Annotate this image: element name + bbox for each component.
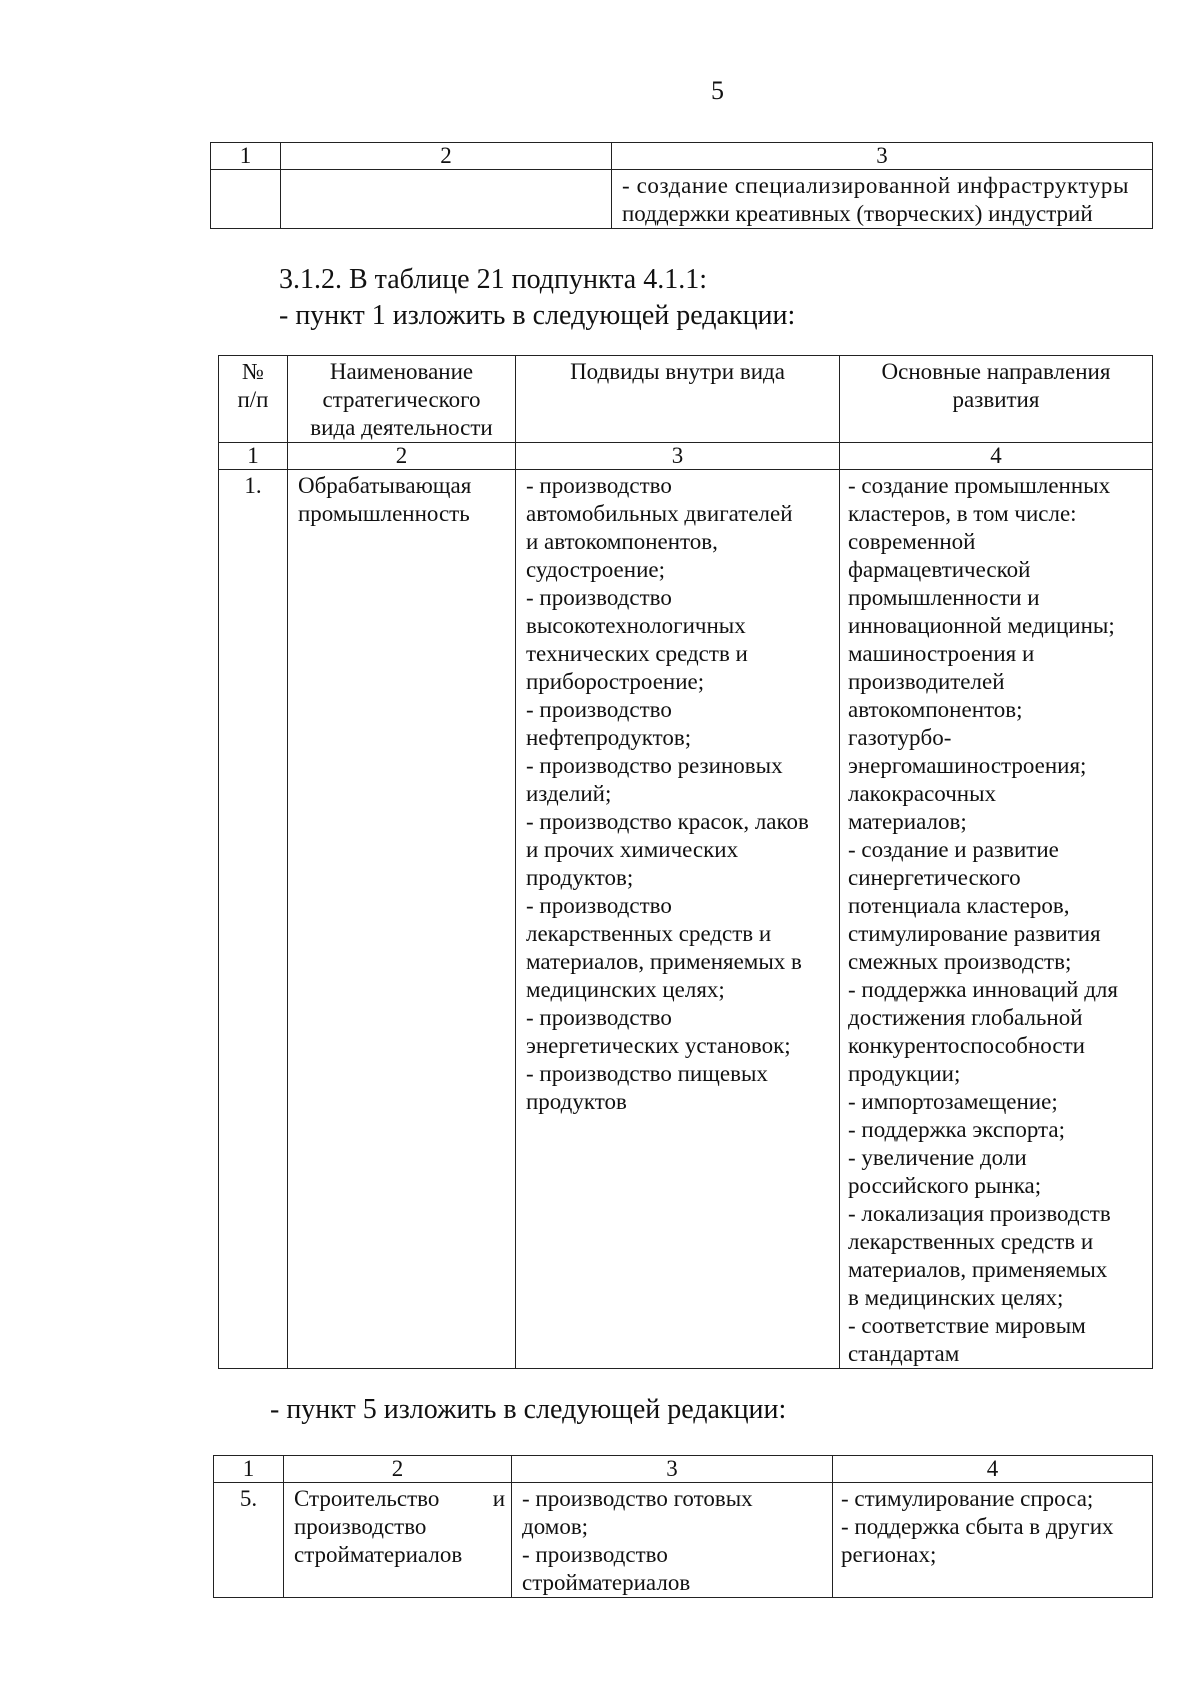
cell-line: продуктов	[526, 1089, 627, 1114]
cell-line: российского рынка;	[848, 1173, 1042, 1198]
cell-line: стройматериалов	[522, 1570, 691, 1595]
cell-line: - увеличение доли	[848, 1145, 1027, 1170]
cell-line: лакокрасочных	[848, 781, 997, 806]
cell-line: приборостроение;	[526, 669, 705, 694]
cell-line: и автокомпонентов,	[526, 529, 718, 554]
section-title: 3.1.2. В таблице 21 подпункта 4.1.1:	[279, 264, 708, 295]
cell-line: Обрабатывающая	[298, 473, 472, 498]
column-number: 1	[211, 143, 281, 170]
cell-line: изделий;	[526, 781, 612, 806]
cell-line: высокотехнологичных	[526, 613, 746, 638]
cell-line: кластеров, в том числе:	[848, 501, 1077, 526]
table-header-row	[219, 356, 1153, 443]
cell-line: - производство резиновых	[526, 753, 783, 778]
cell-activity-name	[288, 470, 516, 1369]
column-number: 3	[612, 143, 1153, 170]
cell-line: энергомашиностроения;	[848, 753, 1087, 778]
cell-line: материалов, применяемых	[848, 1257, 1108, 1282]
column-number-row	[219, 443, 1153, 470]
column-number: 2	[281, 143, 612, 170]
cell-line: - стимулирование спроса;	[841, 1486, 1094, 1511]
header-line: вида деятельности	[310, 415, 493, 440]
cell-line: материалов, применяемых в	[526, 949, 802, 974]
cell-line: - производство	[526, 697, 672, 722]
cell-line: энергетических установок;	[526, 1033, 791, 1058]
cell-line: - производство	[526, 893, 672, 918]
cell-line: материалов;	[848, 809, 967, 834]
header-directions	[840, 356, 1153, 443]
column-number: 4	[833, 1456, 1153, 1483]
cell-line: домов;	[522, 1514, 589, 1539]
page-number: 5	[711, 76, 724, 105]
cell-line: и прочих химических	[526, 837, 739, 862]
cell-line: машиностроения и	[848, 641, 1035, 666]
cell-word: Строительство	[294, 1486, 440, 1511]
cell-subtypes	[512, 1483, 833, 1598]
cell-line: - локализация производств	[848, 1201, 1111, 1226]
cell-line: - производство готовых	[522, 1486, 753, 1511]
cell-line: современной	[848, 529, 976, 554]
cell-line: судостроение;	[526, 557, 665, 582]
column-number: 2	[284, 1456, 512, 1483]
column-number: 2	[288, 443, 516, 470]
cell-line: производителей	[848, 669, 1005, 694]
cell-line: медицинских целях;	[526, 977, 725, 1002]
cell-line: фармацевтической	[848, 557, 1031, 582]
cell-line: смежных производств;	[848, 949, 1072, 974]
cell-line: производство	[294, 1514, 427, 1539]
cell-line: достижения глобальной	[848, 1005, 1083, 1030]
cell-line: продуктов;	[526, 865, 634, 890]
table-continuation	[210, 142, 1153, 229]
cell-line: синергетического	[848, 865, 1021, 890]
cell-line: лекарственных средств и	[526, 921, 772, 946]
cell-line: автомобильных двигателей	[526, 501, 793, 526]
cell-line: стройматериалов	[294, 1542, 463, 1567]
cell-directions	[612, 170, 1153, 229]
column-number-row	[214, 1456, 1153, 1483]
cell-line	[294, 1485, 505, 1513]
cell-subtypes	[516, 470, 840, 1369]
header-line: развития	[952, 387, 1040, 412]
cell-line: - производство красок, лаков	[526, 809, 809, 834]
cell-line: - создание и развитие	[848, 837, 1059, 862]
cell-line: - производство	[522, 1542, 668, 1567]
cell-line: конкурентоспособности	[848, 1033, 1085, 1058]
column-number: 3	[516, 443, 840, 470]
cell-line: лекарственных средств и	[848, 1229, 1094, 1254]
cell-line: - поддержка инноваций для	[848, 977, 1118, 1002]
cell-line: стимулирование развития	[848, 921, 1101, 946]
cell-directions	[833, 1483, 1153, 1598]
cell-line: технических средств и	[526, 641, 748, 666]
header-line: Подвиды внутри вида	[570, 359, 785, 384]
instruction-text: - пункт 5 изложить в следующей редакции:	[270, 1394, 787, 1425]
cell-line: регионах;	[841, 1542, 937, 1567]
table-header-row	[211, 143, 1153, 170]
table-main	[218, 355, 1153, 1369]
header-line: №	[242, 359, 264, 384]
cell-line: потенциала кластеров,	[848, 893, 1070, 918]
column-number: 1	[219, 443, 288, 470]
cell-line: промышленность	[298, 501, 470, 526]
cell-line: - производство	[526, 585, 672, 610]
cell-line: - производство пищевых	[526, 1061, 768, 1086]
header-subtypes	[516, 356, 840, 443]
header-line: Наименование	[329, 359, 474, 384]
column-number: 1	[214, 1456, 284, 1483]
column-number: 4	[840, 443, 1153, 470]
cell-line: нефтепродуктов;	[526, 725, 692, 750]
cell-line: - производство	[526, 1005, 672, 1030]
column-number: 3	[512, 1456, 833, 1483]
cell-line: инновационной медицины;	[848, 613, 1115, 638]
cell-line: - создание специализированной инфраструктуры	[622, 173, 1130, 198]
cell-name	[281, 170, 612, 229]
cell-number: 1.	[219, 470, 288, 1369]
header-line: Основные направления	[881, 359, 1111, 384]
cell-line: - соответствие мировым	[848, 1313, 1086, 1338]
cell-line: стандартам	[848, 1341, 960, 1366]
cell-line: - поддержка экспорта;	[848, 1117, 1065, 1142]
cell-line: поддержки креативных (творческих) индустрий	[622, 201, 1093, 226]
header-line: п/п	[237, 387, 269, 412]
cell-number	[211, 170, 281, 229]
cell-directions	[840, 470, 1153, 1369]
cell-line: - поддержка сбыта в других	[841, 1514, 1114, 1539]
cell-line: газотурбо-	[848, 725, 952, 750]
table-row	[219, 470, 1153, 1369]
table-row	[214, 1483, 1153, 1598]
cell-activity-name	[284, 1483, 512, 1598]
cell-line: - импортозамещение;	[848, 1089, 1058, 1114]
cell-line: - создание промышленных	[848, 473, 1111, 498]
cell-line: в медицинских целях;	[848, 1285, 1064, 1310]
cell-number: 5.	[214, 1483, 284, 1598]
header-line: стратегического	[322, 387, 481, 412]
header-activity-name	[288, 356, 516, 443]
cell-line: автокомпонентов;	[848, 697, 1023, 722]
cell-line: промышленности и	[848, 585, 1040, 610]
table-item-5	[213, 1455, 1153, 1598]
table-row	[211, 170, 1153, 229]
cell-line: - производство	[526, 473, 672, 498]
cell-word: и	[492, 1486, 505, 1511]
instruction-text: - пункт 1 изложить в следующей редакции:	[279, 300, 796, 331]
cell-line: продукции;	[848, 1061, 961, 1086]
header-number	[219, 356, 288, 443]
